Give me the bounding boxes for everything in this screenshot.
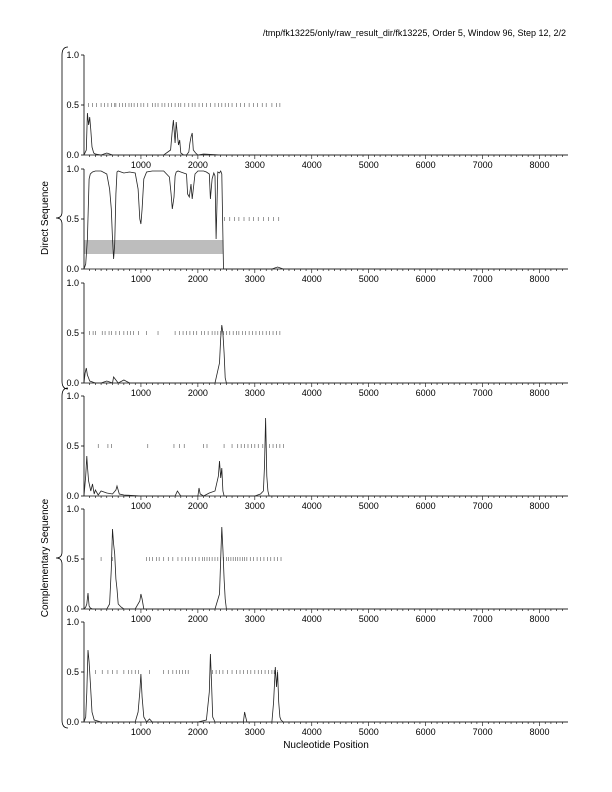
x-tick-label: 8000: [529, 614, 550, 624]
y-tick-label: 0.0: [66, 150, 79, 160]
y-tick-label: 1.0: [66, 278, 79, 288]
shaded-band: [84, 240, 224, 254]
panel-3: [66, 391, 568, 511]
x-tick-label: 4000: [301, 614, 322, 624]
x-tick-label: 3000: [244, 160, 265, 170]
x-tick-label: 6000: [415, 501, 436, 511]
x-tick-label: 5000: [358, 614, 379, 624]
y-tick-label: 1.0: [66, 50, 79, 60]
series-line: [84, 325, 568, 383]
x-tick-label: 1000: [130, 274, 151, 284]
series-line: [84, 650, 568, 722]
x-tick-label: 1000: [130, 160, 151, 170]
panel-5: [66, 617, 568, 737]
x-tick-label: 8000: [529, 160, 550, 170]
x-tick-label: 6000: [415, 727, 436, 737]
header-text: /tmp/fk13225/only/raw_result_dir/fk13225, Order 5, Window 96, Step 12, 2/2: [262, 28, 566, 38]
x-tick-label: 3000: [244, 501, 265, 511]
x-tick-label: 2000: [187, 727, 208, 737]
y-tick-label: 0.0: [66, 264, 79, 274]
y-tick-label: 0.5: [66, 100, 79, 110]
x-tick-label: 4000: [301, 501, 322, 511]
x-tick-label: 5000: [358, 388, 379, 398]
x-tick-label: 4000: [301, 388, 322, 398]
x-tick-label: 1000: [130, 388, 151, 398]
panel-1: [66, 164, 568, 284]
x-tick-label: 7000: [472, 160, 493, 170]
y-tick-label: 0.5: [66, 214, 79, 224]
series-line: [84, 527, 568, 609]
x-tick-label: 7000: [472, 614, 493, 624]
x-tick-label: 5000: [358, 727, 379, 737]
x-tick-label: 4000: [301, 160, 322, 170]
y-tick-label: 0.0: [66, 378, 79, 388]
x-tick-label: 2000: [187, 501, 208, 511]
series-line: [84, 418, 568, 496]
y-tick-label: 0.0: [66, 491, 79, 501]
x-tick-label: 8000: [529, 727, 550, 737]
x-tick-label: 3000: [244, 614, 265, 624]
x-tick-label: 2000: [187, 614, 208, 624]
x-tick-label: 1000: [130, 727, 151, 737]
panel-0: [66, 50, 568, 170]
x-tick-label: 2000: [187, 274, 208, 284]
x-tick-label: 8000: [529, 388, 550, 398]
panel-4: [66, 504, 568, 624]
x-tick-label: 3000: [244, 274, 265, 284]
y-tick-label: 1.0: [66, 617, 79, 627]
y-tick-label: 1.0: [66, 504, 79, 514]
y-tick-label: 0.5: [66, 667, 79, 677]
x-tick-label: 7000: [472, 727, 493, 737]
x-tick-label: 6000: [415, 614, 436, 624]
x-tick-label: 6000: [415, 160, 436, 170]
x-tick-label: 5000: [358, 160, 379, 170]
x-tick-label: 5000: [358, 501, 379, 511]
group-labels: [40, 47, 68, 728]
x-tick-label: 7000: [472, 274, 493, 284]
y-tick-label: 1.0: [66, 391, 79, 401]
x-tick-label: 4000: [301, 274, 322, 284]
group-label: Direct Sequence: [40, 181, 51, 255]
x-tick-label: 3000: [244, 727, 265, 737]
x-tick-label: 7000: [472, 388, 493, 398]
x-axis-label: Nucleotide Position: [283, 740, 369, 751]
y-tick-label: 0.5: [66, 328, 79, 338]
series-line: [84, 113, 568, 155]
y-tick-label: 1.0: [66, 164, 79, 174]
group-label: Complementary Sequence: [40, 498, 51, 618]
panel-2: [66, 278, 568, 398]
y-tick-label: 0.5: [66, 554, 79, 564]
x-tick-label: 2000: [187, 388, 208, 398]
x-tick-label: 3000: [244, 388, 265, 398]
x-tick-label: 1000: [130, 501, 151, 511]
x-tick-label: 5000: [358, 274, 379, 284]
x-tick-label: 4000: [301, 727, 322, 737]
x-tick-label: 8000: [529, 274, 550, 284]
x-tick-label: 6000: [415, 388, 436, 398]
x-tick-label: 8000: [529, 501, 550, 511]
panels: [66, 50, 568, 737]
y-tick-label: 0.5: [66, 441, 79, 451]
x-tick-label: 2000: [187, 160, 208, 170]
x-tick-label: 7000: [472, 501, 493, 511]
y-tick-label: 0.0: [66, 604, 79, 614]
x-tick-label: 1000: [130, 614, 151, 624]
series-line: [84, 171, 568, 269]
x-tick-label: 6000: [415, 274, 436, 284]
y-tick-label: 0.0: [66, 717, 79, 727]
